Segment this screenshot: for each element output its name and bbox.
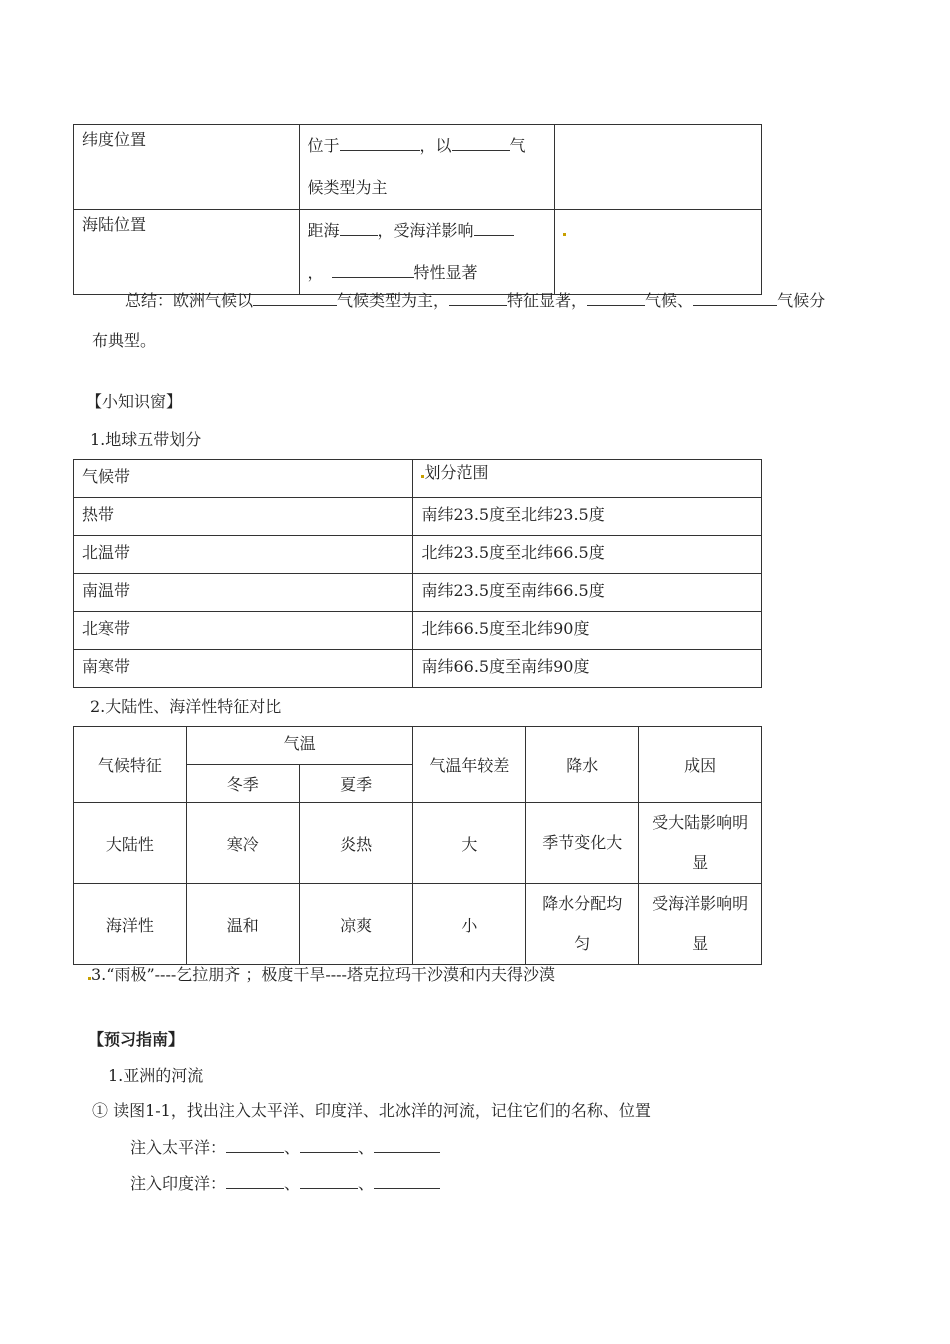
cause-line: 显	[692, 853, 709, 872]
zone-name: 南寒带	[74, 650, 413, 688]
empty-cell	[555, 210, 762, 295]
cause-value	[639, 803, 762, 884]
fill-blank	[374, 1174, 440, 1189]
fill-blank	[332, 263, 414, 278]
header-temp: 气温	[186, 727, 413, 765]
text-fragment: ，以	[419, 136, 452, 155]
mark-dot	[563, 233, 566, 236]
zone-range: 北纬66.5度至北纬90度	[413, 612, 762, 650]
range-value: 大	[413, 803, 526, 884]
table-row	[74, 803, 762, 884]
text-fragment: 距海	[307, 221, 340, 240]
header-range: 气温年较差	[413, 727, 526, 803]
location-table	[73, 124, 762, 295]
table-row	[74, 498, 762, 536]
header-feature: 气候特征	[74, 727, 187, 803]
text-fragment: 气候分	[777, 291, 826, 310]
cause-line: 受大陆影响明	[652, 813, 749, 832]
column-header-text: 划分范围	[424, 463, 489, 482]
column-header	[413, 460, 762, 498]
table-row	[74, 125, 762, 210]
asia-rivers-title: 1.亚洲的河流	[108, 1066, 204, 1085]
compare-table	[73, 726, 762, 965]
range-value: 小	[413, 884, 526, 965]
summary-line	[125, 288, 825, 311]
header-summer: 夏季	[299, 765, 413, 803]
pacific-line	[130, 1135, 440, 1158]
rain-line: 季节变化大	[542, 833, 623, 852]
table-row	[74, 612, 762, 650]
empty-cell	[555, 125, 762, 210]
separator: 、	[284, 1174, 301, 1193]
section3-text	[88, 962, 555, 985]
rain-line: 降水分配均	[542, 894, 623, 913]
fill-blank	[693, 291, 777, 306]
fill-blank	[340, 136, 420, 151]
zone-name: 南温带	[74, 574, 413, 612]
rain-line: 匀	[574, 934, 591, 953]
fill-blank	[300, 1138, 358, 1153]
fill-blank	[452, 136, 510, 151]
table-row	[74, 574, 762, 612]
fill-blank	[449, 291, 507, 306]
summer-value: 凉爽	[299, 884, 413, 965]
fill-blank	[474, 221, 514, 236]
knowledge-heading: 【小知识窗】	[86, 392, 183, 411]
text-fragment: 气	[509, 136, 526, 155]
separator: 、	[284, 1138, 301, 1157]
header-rain: 降水	[526, 727, 639, 803]
rain-value	[526, 803, 639, 884]
preview-heading: 【预习指南】	[88, 1030, 185, 1049]
type-name: 大陆性	[74, 803, 187, 884]
fill-blank	[300, 1174, 358, 1189]
row-label: 海陆位置	[74, 210, 300, 295]
indian-label: 注入印度洋：	[130, 1174, 227, 1193]
text-fragment: 候类型为主	[307, 178, 388, 197]
fill-blank	[374, 1138, 440, 1153]
fill-blank	[340, 221, 378, 236]
text-fragment: 特性显著	[413, 263, 478, 282]
cause-line: 受海洋影响明	[652, 894, 749, 913]
summary-line-2: 布典型。	[92, 331, 157, 350]
row-content	[299, 125, 555, 210]
zone-range: 南纬23.5度至北纬23.5度	[413, 498, 762, 536]
fill-blank	[253, 291, 337, 306]
fill-blank	[226, 1174, 284, 1189]
zone-range: 北纬23.5度至北纬66.5度	[413, 536, 762, 574]
cause-line: 显	[692, 934, 709, 953]
zone-name: 北寒带	[74, 612, 413, 650]
summer-value: 炎热	[299, 803, 413, 884]
text-fragment: 位于	[307, 136, 340, 155]
zone-name: 热带	[74, 498, 413, 536]
text-fragment: ，	[307, 263, 324, 282]
text-fragment: 气候、	[645, 291, 694, 310]
table-row	[74, 884, 762, 965]
header-cause: 成因	[639, 727, 762, 803]
table-row	[74, 210, 762, 295]
section2-title: 2.大陆性、海洋性特征对比	[90, 697, 282, 716]
text-fragment: 特征显著，	[507, 291, 588, 310]
row-label: 纬度位置	[74, 125, 300, 210]
table-header-row	[74, 460, 762, 498]
separator: 、	[358, 1138, 375, 1157]
text-fragment: 总结：欧洲气候以	[125, 291, 254, 310]
fill-blank	[587, 291, 645, 306]
table-row	[74, 650, 762, 688]
text-fragment: ，受海洋影响	[377, 221, 474, 240]
fill-blank	[226, 1138, 284, 1153]
table-header-row	[74, 727, 762, 765]
winter-value: 温和	[186, 884, 299, 965]
zone-name: 北温带	[74, 536, 413, 574]
zone-range: 南纬23.5度至南纬66.5度	[413, 574, 762, 612]
winter-value: 寒冷	[186, 803, 299, 884]
rain-value	[526, 884, 639, 965]
indian-line	[130, 1171, 440, 1194]
column-header: 气候带	[74, 460, 413, 498]
section1-title: 1.地球五带划分	[90, 430, 202, 449]
task1-text: ① 读图1-1，找出注入太平洋、印度洋、北冰洋的河流，记住它们的名称、位置	[92, 1101, 651, 1120]
zone-range: 南纬66.5度至南纬90度	[413, 650, 762, 688]
text-fragment: 气候类型为主，	[337, 291, 450, 310]
section3-content: 3.“雨极”----乞拉朋齐 ；极度干旱----塔克拉玛干沙漠和内夫得沙漠	[91, 965, 555, 984]
cause-value	[639, 884, 762, 965]
header-winter: 冬季	[186, 765, 299, 803]
table-row	[74, 536, 762, 574]
row-content	[299, 210, 555, 295]
type-name: 海洋性	[74, 884, 187, 965]
separator: 、	[358, 1174, 375, 1193]
zones-table	[73, 459, 762, 688]
pacific-label: 注入太平洋：	[130, 1138, 227, 1157]
